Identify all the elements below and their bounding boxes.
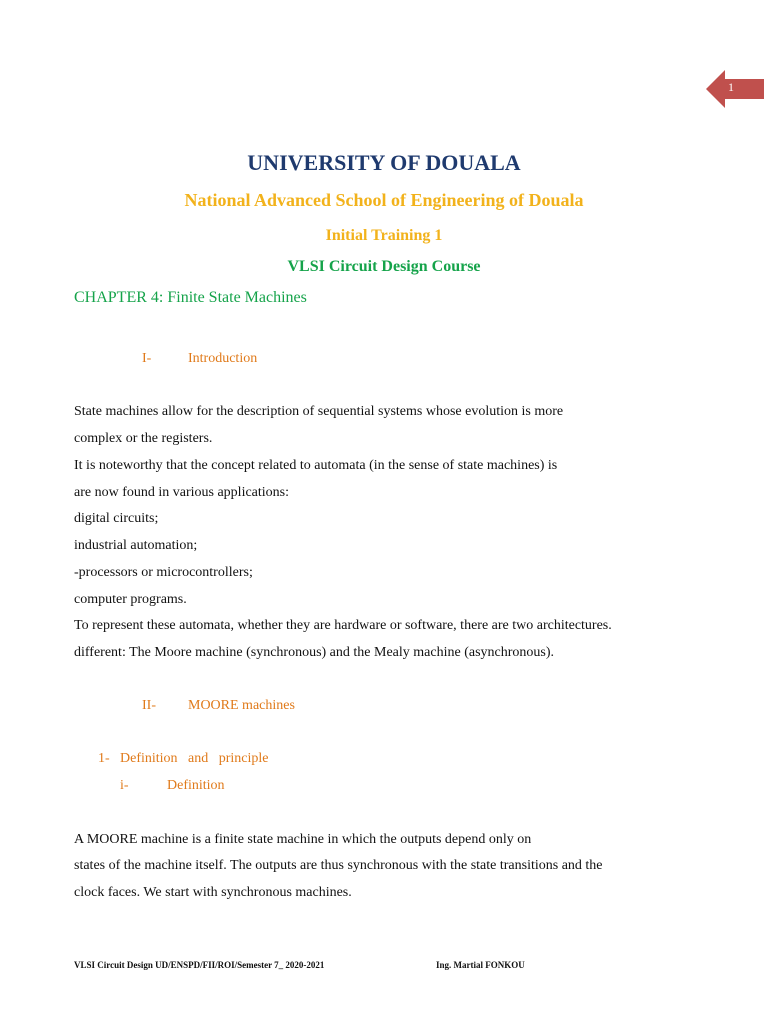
intro-line: are now found in various applications: [74,485,290,500]
subsection-title: Definition and principle [120,751,269,766]
definition-line: states of the machine itself. The outputs are thus synchronous with the state transitions and the [74,858,603,873]
section-2-number: II- [142,698,156,713]
section-1-number: I- [142,351,152,366]
definition-line: clock faces. We start with synchronous machines. [74,885,352,900]
definition-line: A MOORE machine is a finite state machine in which the outputs depend only on [74,832,532,847]
intro-line: different: The Moore machine (synchronous) and the Mealy machine (asynchronous). [74,645,554,660]
section-2-title: MOORE machines [188,698,295,713]
subsection-number: 1- [98,751,110,766]
course-title: VLSI Circuit Design Course [287,258,481,275]
intro-line: industrial automation; [74,538,198,553]
footer-course: VLSI Circuit Design UD/ENSPD/FII/ROI/Semester 7_ 2020-2021 [74,960,325,970]
footer-author: Ing. Martial FONKOU [436,960,525,970]
subsubsection-number: i- [120,778,129,793]
intro-line: It is noteworthy that the concept related to automata (in the sense of state machines) is [74,458,558,473]
training-title: Initial Training 1 [325,227,443,244]
intro-line: State machines allow for the description of sequential systems whose evolution is more [74,404,564,419]
section-1-title: Introduction [188,351,258,366]
subsubsection-title: Definition [167,778,225,793]
chapter-title: CHAPTER 4: Finite State Machines [74,289,307,306]
university-title: UNIVERSITY OF DOUALA [247,150,521,175]
school-title: National Advanced School of Engineering of Douala [184,190,584,210]
page-number: 1 [728,80,734,94]
intro-line: -processors or microcontrollers; [74,565,253,580]
arrow-left-icon [706,70,764,108]
intro-line: To represent these automata, whether they are hardware or software, there are two architectures. [74,618,612,633]
intro-line: digital circuits; [74,511,159,526]
page-number-badge [706,70,764,108]
intro-line: complex or the registers. [74,431,213,446]
intro-line: computer programs. [74,592,187,607]
